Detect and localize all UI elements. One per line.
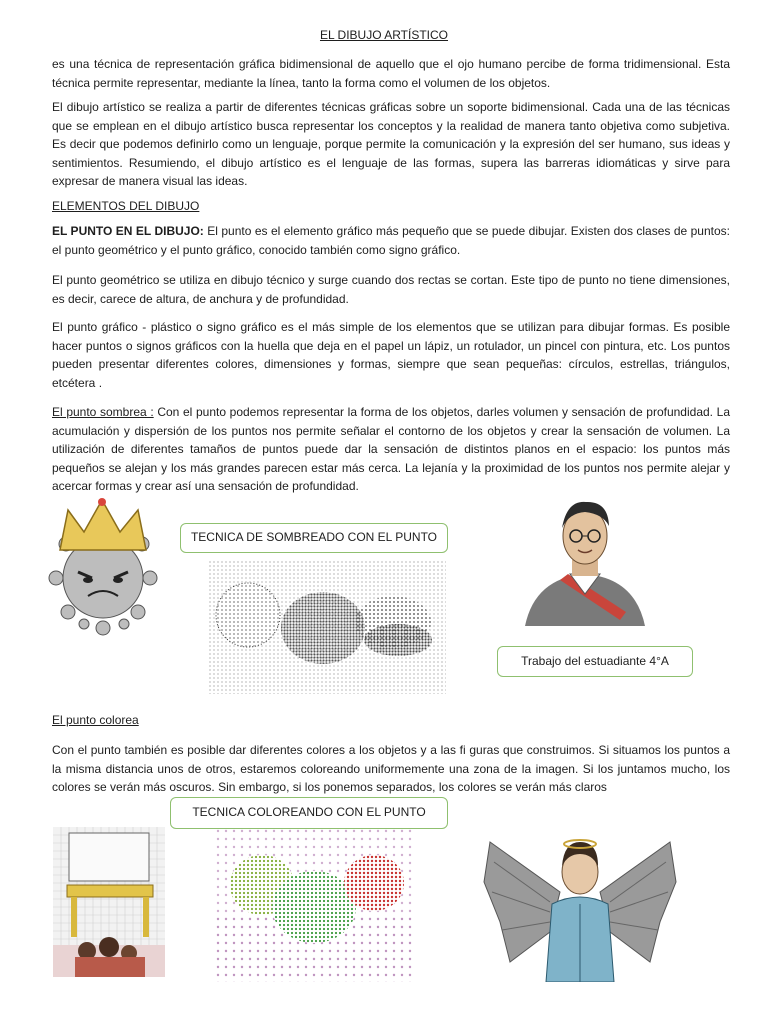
colorea-heading: El punto colorea bbox=[52, 713, 139, 727]
portrait-illustration bbox=[520, 498, 650, 626]
colored-dots-fruit-illustration bbox=[214, 827, 414, 982]
table-room-illustration bbox=[53, 827, 165, 977]
geometrico-paragraph bbox=[52, 271, 730, 308]
coloreando-caption-box: TECNICA COLOREANDO CON EL PUNTO bbox=[170, 797, 448, 829]
estudiante-caption-box: Trabajo del estuadiante 4°A bbox=[497, 646, 693, 677]
stippled-fruit-illustration bbox=[208, 560, 446, 694]
geometrico-lead: El punto geométrico bbox=[52, 273, 160, 287]
elementos-heading: ELEMENTOS DEL DIBUJO bbox=[52, 199, 200, 213]
punto-lead: EL PUNTO EN EL DIBUJO: bbox=[52, 224, 204, 238]
sombreado-caption-box: TECNICA DE SOMBREADO CON EL PUNTO bbox=[180, 523, 448, 553]
angel-illustration bbox=[480, 822, 680, 982]
page-title: EL DIBUJO ARTÍSTICO bbox=[319, 28, 449, 42]
grafico-lead: El punto gráfico - plástico o signo gráfico bbox=[52, 320, 277, 334]
grafico-text: es el más simple de los elementos que se utilizan para dibujar formas. Es posible hacer puntos o signos gráficos con la huella que deja en el papel un lápiz, un rotulador, un pincel con pintura, etc. Los puntos pueden presentar diferentes colores, dimensiones y formas, siempre que sean pequeñas: círculos, estrellas, triángulos, etcétera . bbox=[52, 320, 730, 390]
intro-paragraph-1: es una técnica de representación gráfica bidimensional de aquello que el ojo humano percibe de forma tridimensional. Esta técnica permite representar, mediante la línea, tanto la forma como el volumen de los objetos. bbox=[52, 57, 730, 90]
grafico-paragraph bbox=[52, 318, 730, 392]
virus-crown-illustration bbox=[38, 492, 168, 638]
punto-text: El punto es el elemento gráfico más pequeño que se puede dibujar. Existen dos clases de puntos: el punto geométrico y el punto gráfico, conocido también como signo gráfico. bbox=[52, 224, 730, 257]
sombrea-paragraph bbox=[52, 403, 730, 496]
geometrico-text: se utiliza en dibujo técnico y surge cuando dos rectas se cortan. Este tipo de punto no tiene dimensiones, es decir, carece de altura, de anchura y de profundidad. bbox=[52, 273, 730, 306]
intro-paragraph-2: El dibujo artístico se realiza a partir de diferentes técnicas gráficas sobre un soporte bidimensional. Cada una de las técnicas que se emplean en el dibujo artístico busca representar los conceptos y la realidad de manera tanto objetiva como subjetiva. Es decir que podemos definirlo como un lenguaje, porque permite la comunicación y la expresión del ser humano, sus ideas y sentimientos. Resumiendo, el dibujo artístico es el lenguaje de las formas, supera las barreras idiomáticas y sirve para expresar de manera visual las ideas. bbox=[52, 100, 730, 189]
sombrea-text: Con el punto podemos representar la forma de los objetos, darles volumen y sensación de profundidad. La acumulación y dispersión de los puntos nos permite señalar el contorno de los objetos y crear la sensación de volumen. La utilización de diferentes tamaños de puntos puede dar la sensación de distintos planos en el espacio: los puntos más pequeños se alejan y los más grandes parecen estar más cerca. La lejanía y la proximidad de los puntos nos permite alejar y acercar formas y crear así una sensación de profundidad. bbox=[52, 405, 730, 494]
punto-paragraph bbox=[52, 222, 730, 259]
colorea-paragraph: Con el punto también es posible dar diferentes colores a los objetos y a las fi guras que construimos. Si situamos los puntos a la misma distancia unos de otros, estaremos coloreando uniformemente una zona de la imagen. Si los juntamos mucho, los colores se verán más oscuros. Sin embargo, si los ponemos separados, los colores se verán más claros bbox=[52, 743, 730, 795]
sombrea-lead: El punto sombrea : bbox=[52, 405, 154, 419]
